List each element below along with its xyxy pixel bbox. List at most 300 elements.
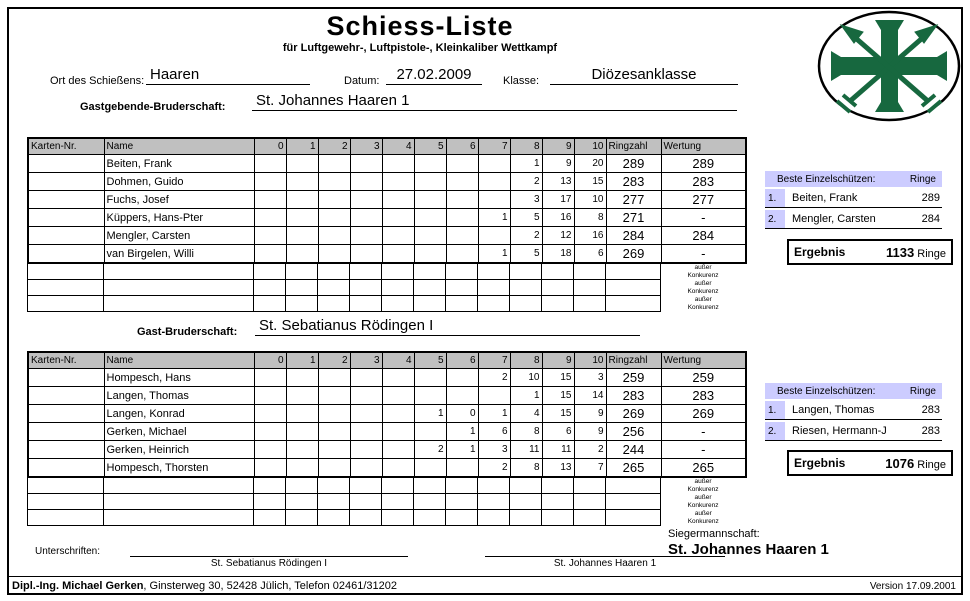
hit-count-cell bbox=[286, 191, 318, 209]
column-header: Wertung bbox=[661, 352, 746, 369]
hit-count-cell bbox=[350, 459, 382, 478]
footer-divider bbox=[9, 576, 961, 577]
host-score-table bbox=[27, 137, 747, 312]
ergebnis-label: Ergebnis bbox=[794, 245, 846, 259]
hit-count-cell bbox=[254, 245, 286, 264]
ort-value-field: Haaren bbox=[146, 66, 310, 85]
best-shooters-header bbox=[765, 383, 942, 399]
hit-count-cell bbox=[382, 423, 414, 441]
best-shooters-panel-guest bbox=[765, 383, 942, 441]
karten-nr-cell bbox=[28, 441, 104, 459]
hit-count-cell bbox=[414, 173, 446, 191]
hit-count-cell: 3 bbox=[574, 369, 606, 387]
shooter-name-cell: Hompesch, Hans bbox=[104, 369, 254, 387]
hit-count-cell: 5 bbox=[510, 209, 542, 227]
hit-count-cell bbox=[478, 227, 510, 245]
shooter-name-cell: Langen, Thomas bbox=[104, 387, 254, 405]
hit-count-cell bbox=[414, 209, 446, 227]
column-header: 2 bbox=[318, 352, 350, 369]
hit-count-cell: 1 bbox=[446, 441, 478, 459]
footer-author-address: , Ginsterweg 30, 52428 Jülich, Telefon 02461/31202 bbox=[143, 580, 398, 592]
karten-nr-cell bbox=[28, 209, 104, 227]
ringzahl-cell: 284 bbox=[606, 227, 661, 245]
column-header: 3 bbox=[350, 352, 382, 369]
hit-count-cell: 9 bbox=[542, 155, 574, 173]
hit-count-cell: 1 bbox=[478, 209, 510, 227]
empty-cell bbox=[104, 510, 254, 526]
shooter-ringe: 283 bbox=[921, 404, 940, 416]
empty-cell bbox=[542, 494, 574, 510]
empty-cell bbox=[574, 494, 606, 510]
hit-count-cell bbox=[318, 227, 350, 245]
hit-count-cell bbox=[446, 173, 478, 191]
signature-name-guest: St. Sebatianus Rödingen I bbox=[210, 558, 328, 569]
column-header: Karten-Nr. bbox=[28, 352, 104, 369]
karten-nr-cell bbox=[28, 191, 104, 209]
karten-nr-cell bbox=[28, 173, 104, 191]
ort-label: Ort des Schießens: bbox=[50, 75, 145, 87]
column-header: Name bbox=[104, 138, 254, 155]
hit-count-cell: 13 bbox=[542, 459, 574, 478]
empty-cell bbox=[318, 494, 350, 510]
hit-count-cell: 2 bbox=[510, 173, 542, 191]
column-header: 4 bbox=[382, 138, 414, 155]
empty-cell bbox=[318, 510, 350, 526]
hit-count-cell bbox=[350, 155, 382, 173]
column-header: 5 bbox=[414, 352, 446, 369]
score-row bbox=[28, 405, 746, 423]
hit-count-cell bbox=[382, 459, 414, 478]
column-header: 4 bbox=[382, 352, 414, 369]
empty-cell bbox=[286, 510, 318, 526]
score-row bbox=[28, 459, 746, 478]
hit-count-cell: 3 bbox=[510, 191, 542, 209]
hit-count-cell bbox=[478, 191, 510, 209]
shooter-name-cell: Gerken, Heinrich bbox=[104, 441, 254, 459]
empty-cell bbox=[574, 280, 606, 296]
hit-count-cell: 15 bbox=[542, 387, 574, 405]
hit-count-cell: 9 bbox=[574, 405, 606, 423]
best-shooters-header bbox=[765, 171, 942, 187]
hit-count-cell bbox=[350, 227, 382, 245]
empty-cell bbox=[414, 510, 446, 526]
column-header: 8 bbox=[510, 138, 542, 155]
empty-cell bbox=[350, 280, 382, 296]
hit-count-cell bbox=[286, 441, 318, 459]
hit-count-cell: 1 bbox=[446, 423, 478, 441]
empty-cell bbox=[446, 264, 478, 280]
hit-count-cell: 6 bbox=[574, 245, 606, 264]
hit-count-cell bbox=[254, 459, 286, 478]
rank-label: 2. bbox=[765, 210, 785, 228]
empty-cell bbox=[28, 478, 104, 494]
hit-count-cell: 8 bbox=[574, 209, 606, 227]
hit-count-cell bbox=[414, 227, 446, 245]
empty-cell bbox=[542, 280, 574, 296]
hit-count-cell: 1 bbox=[478, 405, 510, 423]
hit-count-cell: 12 bbox=[542, 227, 574, 245]
ringzahl-cell: 283 bbox=[606, 387, 661, 405]
hit-count-cell bbox=[254, 441, 286, 459]
shooter-name-cell: Küppers, Hans-Pter bbox=[104, 209, 254, 227]
hit-count-cell bbox=[254, 155, 286, 173]
hit-count-cell bbox=[446, 209, 478, 227]
empty-cell bbox=[446, 296, 478, 312]
hit-count-cell: 6 bbox=[542, 423, 574, 441]
score-row bbox=[28, 369, 746, 387]
score-row bbox=[28, 423, 746, 441]
rank-label: 2. bbox=[765, 422, 785, 440]
column-header: 9 bbox=[542, 138, 574, 155]
hit-count-cell: 13 bbox=[542, 173, 574, 191]
karten-nr-cell bbox=[28, 387, 104, 405]
empty-cell bbox=[478, 296, 510, 312]
ergebnis-box-guest bbox=[787, 450, 953, 476]
ringzahl-cell: 269 bbox=[606, 405, 661, 423]
hit-count-cell bbox=[446, 387, 478, 405]
hit-count-cell: 9 bbox=[574, 423, 606, 441]
guest-score-table bbox=[27, 351, 747, 526]
empty-row bbox=[28, 494, 746, 510]
empty-cell bbox=[542, 264, 574, 280]
empty-cell bbox=[286, 280, 318, 296]
hit-count-cell bbox=[254, 191, 286, 209]
rank-label: 1. bbox=[765, 189, 785, 207]
hit-count-cell bbox=[318, 459, 350, 478]
brotherhood-cross-arrows-logo bbox=[815, 9, 963, 124]
outside-competition-note: außer Konkurenz bbox=[687, 296, 719, 311]
empty-cell bbox=[350, 264, 382, 280]
hit-count-cell: 16 bbox=[574, 227, 606, 245]
empty-cell bbox=[510, 264, 542, 280]
hit-count-cell bbox=[350, 387, 382, 405]
empty-rows-grid bbox=[27, 477, 746, 526]
hit-count-cell: 15 bbox=[574, 173, 606, 191]
empty-cell bbox=[382, 510, 414, 526]
column-header: Karten-Nr. bbox=[28, 138, 104, 155]
empty-cell bbox=[510, 280, 542, 296]
score-row bbox=[28, 441, 746, 459]
shooter-name-cell: Hompesch, Thorsten bbox=[104, 459, 254, 478]
hit-count-cell bbox=[286, 369, 318, 387]
wertung-cell: - bbox=[661, 423, 746, 441]
hit-count-cell bbox=[414, 369, 446, 387]
hit-count-cell: 8 bbox=[510, 459, 542, 478]
empty-cell bbox=[318, 280, 350, 296]
hit-count-cell: 14 bbox=[574, 387, 606, 405]
column-header: Name bbox=[104, 352, 254, 369]
hit-count-cell: 10 bbox=[510, 369, 542, 387]
hit-count-cell bbox=[286, 227, 318, 245]
hit-count-cell bbox=[318, 245, 350, 264]
wertung-cell: - bbox=[661, 209, 746, 227]
score-table-grid bbox=[27, 351, 747, 478]
wertung-cell: 283 bbox=[661, 387, 746, 405]
empty-cell bbox=[382, 264, 414, 280]
empty-cell bbox=[606, 494, 661, 510]
empty-cell bbox=[286, 494, 318, 510]
hit-count-cell: 1 bbox=[510, 387, 542, 405]
hit-count-cell: 4 bbox=[510, 405, 542, 423]
ringe-column-label: Ringe bbox=[909, 173, 936, 185]
empty-cell bbox=[446, 494, 478, 510]
empty-cell bbox=[606, 510, 661, 526]
empty-row bbox=[28, 264, 746, 280]
ringzahl-cell: 265 bbox=[606, 459, 661, 478]
hit-count-cell bbox=[478, 155, 510, 173]
hit-count-cell: 5 bbox=[510, 245, 542, 264]
empty-cell bbox=[104, 264, 254, 280]
hit-count-cell bbox=[414, 155, 446, 173]
hit-count-cell bbox=[286, 209, 318, 227]
empty-cell bbox=[350, 296, 382, 312]
empty-cell bbox=[478, 494, 510, 510]
hit-count-cell bbox=[382, 191, 414, 209]
hit-count-cell bbox=[254, 423, 286, 441]
hit-count-cell: 11 bbox=[542, 441, 574, 459]
hit-count-cell: 0 bbox=[446, 405, 478, 423]
empty-cell bbox=[318, 296, 350, 312]
hit-count-cell bbox=[446, 227, 478, 245]
score-row bbox=[28, 245, 746, 264]
signature-line-guest bbox=[130, 542, 408, 557]
shooter-name: Riesen, Hermann-J bbox=[792, 425, 887, 437]
hit-count-cell bbox=[254, 209, 286, 227]
hit-count-cell bbox=[286, 405, 318, 423]
hit-count-cell bbox=[446, 369, 478, 387]
score-header-row bbox=[28, 352, 746, 369]
empty-cell bbox=[28, 494, 104, 510]
ergebnis-unit: Ringe bbox=[917, 247, 946, 260]
score-row bbox=[28, 387, 746, 405]
karten-nr-cell bbox=[28, 369, 104, 387]
signatures-label: Unterschriften: bbox=[35, 546, 101, 557]
empty-cell bbox=[104, 494, 254, 510]
score-row bbox=[28, 227, 746, 245]
datum-label: Datum: bbox=[344, 75, 380, 87]
empty-cell bbox=[28, 510, 104, 526]
ringzahl-cell: 244 bbox=[606, 441, 661, 459]
hit-count-cell bbox=[350, 191, 382, 209]
page-subtitle: für Luftgewehr-, Luftpistole-, Kleinkaliber Wettkampf bbox=[282, 42, 558, 54]
ergebnis-label: Ergebnis bbox=[794, 456, 846, 470]
hit-count-cell bbox=[446, 245, 478, 264]
hit-count-cell bbox=[318, 173, 350, 191]
shooter-name-cell: van Birgelen, Willi bbox=[104, 245, 254, 264]
empty-cell bbox=[446, 280, 478, 296]
hit-count-cell bbox=[414, 387, 446, 405]
hit-count-cell bbox=[382, 405, 414, 423]
empty-cell bbox=[414, 494, 446, 510]
outside-competition-note: außer Konkurenz bbox=[687, 264, 719, 279]
column-header: 1 bbox=[286, 138, 318, 155]
empty-cell bbox=[478, 264, 510, 280]
empty-cell bbox=[286, 296, 318, 312]
datum-value-field: 27.02.2009 bbox=[386, 66, 482, 85]
shooter-ringe: 284 bbox=[921, 213, 940, 225]
best-shooter-row bbox=[765, 210, 942, 229]
empty-cell bbox=[574, 296, 606, 312]
karten-nr-cell bbox=[28, 423, 104, 441]
hit-count-cell: 20 bbox=[574, 155, 606, 173]
hit-count-cell bbox=[318, 387, 350, 405]
karten-nr-cell bbox=[28, 405, 104, 423]
empty-cell bbox=[606, 280, 661, 296]
hit-count-cell bbox=[350, 405, 382, 423]
shooter-ringe: 289 bbox=[921, 192, 940, 204]
hit-count-cell bbox=[350, 209, 382, 227]
empty-cell bbox=[28, 296, 104, 312]
empty-cell bbox=[28, 264, 104, 280]
hit-count-cell: 10 bbox=[574, 191, 606, 209]
outside-competition-note: außer Konkurenz bbox=[687, 478, 719, 493]
column-header: 9 bbox=[542, 352, 574, 369]
winner-team-label: Siegermannschaft: bbox=[668, 528, 760, 540]
hit-count-cell bbox=[286, 459, 318, 478]
best-shooters-label: Beste Einzelschützen: bbox=[777, 385, 876, 397]
hit-count-cell bbox=[318, 441, 350, 459]
wertung-cell: 269 bbox=[661, 405, 746, 423]
signature-name-host: St. Johannes Haaren 1 bbox=[553, 558, 657, 569]
winner-team-value: St. Johannes Haaren 1 bbox=[668, 541, 829, 558]
shooter-name-cell: Gerken, Michael bbox=[104, 423, 254, 441]
ringe-column-label: Ringe bbox=[909, 385, 936, 397]
hit-count-cell bbox=[382, 227, 414, 245]
hit-count-cell bbox=[286, 173, 318, 191]
hit-count-cell bbox=[318, 405, 350, 423]
hit-count-cell: 3 bbox=[478, 441, 510, 459]
score-row bbox=[28, 173, 746, 191]
ringzahl-cell: 277 bbox=[606, 191, 661, 209]
hit-count-cell bbox=[286, 245, 318, 264]
column-header: 0 bbox=[254, 138, 286, 155]
shooter-ringe: 283 bbox=[921, 425, 940, 437]
shooter-name: Beiten, Frank bbox=[792, 192, 858, 204]
empty-cell bbox=[478, 510, 510, 526]
empty-cell bbox=[254, 510, 286, 526]
hit-count-cell bbox=[414, 459, 446, 478]
hit-count-cell bbox=[478, 387, 510, 405]
hit-count-cell: 15 bbox=[542, 405, 574, 423]
empty-cell bbox=[606, 296, 661, 312]
empty-cell bbox=[254, 296, 286, 312]
hit-count-cell bbox=[446, 155, 478, 173]
hit-count-cell bbox=[382, 209, 414, 227]
guest-brotherhood-value: St. Sebatianus Rödingen I bbox=[255, 317, 640, 336]
hit-count-cell: 18 bbox=[542, 245, 574, 264]
empty-row bbox=[28, 280, 746, 296]
column-header: 1 bbox=[286, 352, 318, 369]
column-header: 3 bbox=[350, 138, 382, 155]
ringzahl-cell: 259 bbox=[606, 369, 661, 387]
version-label: Version 17.09.2001 bbox=[869, 581, 956, 592]
empty-cell bbox=[350, 478, 382, 494]
footer-author bbox=[12, 580, 397, 592]
column-header: 8 bbox=[510, 352, 542, 369]
empty-row bbox=[28, 296, 746, 312]
column-header: 0 bbox=[254, 352, 286, 369]
hit-count-cell: 2 bbox=[574, 441, 606, 459]
hit-count-cell bbox=[350, 423, 382, 441]
hit-count-cell: 15 bbox=[542, 369, 574, 387]
empty-cell bbox=[574, 264, 606, 280]
column-header: 2 bbox=[318, 138, 350, 155]
karten-nr-cell bbox=[28, 245, 104, 264]
wertung-cell: - bbox=[661, 441, 746, 459]
hit-count-cell: 2 bbox=[478, 369, 510, 387]
hit-count-cell: 17 bbox=[542, 191, 574, 209]
best-shooter-row bbox=[765, 189, 942, 208]
shooter-name-cell: Fuchs, Josef bbox=[104, 191, 254, 209]
score-row bbox=[28, 191, 746, 209]
hit-count-cell bbox=[382, 155, 414, 173]
empty-cell bbox=[286, 478, 318, 494]
wertung-cell: - bbox=[661, 245, 746, 264]
best-shooter-row bbox=[765, 422, 942, 441]
hit-count-cell: 8 bbox=[510, 423, 542, 441]
empty-cell bbox=[254, 264, 286, 280]
empty-cell bbox=[382, 494, 414, 510]
empty-cell bbox=[414, 296, 446, 312]
column-header: Wertung bbox=[661, 138, 746, 155]
score-row bbox=[28, 155, 746, 173]
hit-count-cell: 7 bbox=[574, 459, 606, 478]
best-shooters-label: Beste Einzelschützen: bbox=[777, 173, 876, 185]
column-header: Ringzahl bbox=[606, 352, 661, 369]
outside-competition-note: außer Konkurenz bbox=[687, 494, 719, 509]
score-header-row bbox=[28, 138, 746, 155]
ergebnis-value: 1133 bbox=[885, 244, 915, 260]
shooter-name-cell: Beiten, Frank bbox=[104, 155, 254, 173]
hit-count-cell bbox=[254, 173, 286, 191]
ringzahl-cell: 271 bbox=[606, 209, 661, 227]
empty-cell bbox=[318, 478, 350, 494]
hit-count-cell bbox=[414, 423, 446, 441]
empty-cell bbox=[478, 280, 510, 296]
karten-nr-cell bbox=[28, 155, 104, 173]
column-header: 5 bbox=[414, 138, 446, 155]
empty-cell bbox=[318, 264, 350, 280]
ergebnis-box-host bbox=[787, 239, 953, 265]
empty-cell bbox=[382, 478, 414, 494]
column-header: 6 bbox=[446, 138, 478, 155]
outside-competition-note: außer Konkurenz bbox=[687, 280, 719, 295]
klasse-label: Klasse: bbox=[503, 75, 540, 87]
empty-cell bbox=[606, 264, 661, 280]
empty-cell bbox=[382, 296, 414, 312]
hit-count-cell: 2 bbox=[478, 459, 510, 478]
rank-label: 1. bbox=[765, 401, 785, 419]
empty-cell bbox=[286, 264, 318, 280]
hit-count-cell: 2 bbox=[510, 227, 542, 245]
column-header: 7 bbox=[478, 138, 510, 155]
empty-cell bbox=[478, 478, 510, 494]
hit-count-cell bbox=[382, 173, 414, 191]
wertung-cell: 284 bbox=[661, 227, 746, 245]
host-brotherhood-value: St. Johannes Haaren 1 bbox=[252, 92, 737, 111]
hit-count-cell bbox=[350, 441, 382, 459]
hit-count-cell: 16 bbox=[542, 209, 574, 227]
column-header: 7 bbox=[478, 352, 510, 369]
empty-row bbox=[28, 510, 746, 526]
hit-count-cell: 1 bbox=[414, 405, 446, 423]
empty-cell bbox=[414, 280, 446, 296]
hit-count-cell bbox=[318, 191, 350, 209]
empty-cell bbox=[446, 510, 478, 526]
score-row bbox=[28, 209, 746, 227]
hit-count-cell: 11 bbox=[510, 441, 542, 459]
empty-cell bbox=[350, 510, 382, 526]
